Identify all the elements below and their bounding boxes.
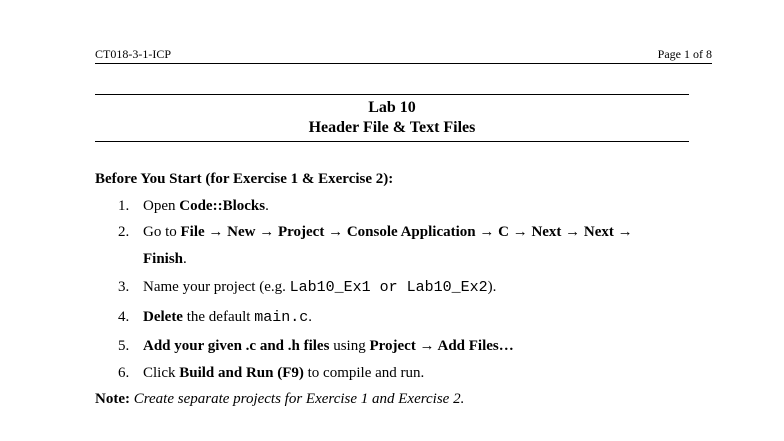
step-text-bold: Code::Blocks [179,198,266,214]
step-text-plain: to compile and run. [303,365,425,381]
step-text-plain: ). [487,279,497,295]
step-text-plain: the default [182,309,255,325]
step-text-code: main.c [254,309,309,326]
step-number: 5. [118,338,130,354]
step-text-plain: . [308,309,312,325]
step-text-plain: Click [143,365,180,381]
section-heading: Before You Start (for Exercise 1 & Exercise 2): [95,171,394,187]
course-code: CT018-3-1-ICP [95,47,171,61]
step-text-bold: Delete [143,309,183,325]
step-text [143,337,695,355]
step-text [143,308,695,327]
step-text-plain: . [265,198,269,214]
step-text-code: Lab10_Ex1 or Lab10_Ex2 [289,279,488,296]
step-text-plain: using [329,338,370,354]
step-text [143,278,695,297]
lab-number-title: Lab 10 [368,99,416,116]
step-text [143,223,695,241]
step-text-plain: . [183,251,187,267]
step-number: 3. [118,279,130,295]
step-number: 1. [118,198,130,214]
note-text: Create separate projects for Exercise 1 and Exercise 2. [129,391,465,407]
step-text-bold: Finish [143,251,184,267]
step-text-continuation [143,250,187,268]
step-2 [95,223,695,268]
step-text-bold: Add your given .c and .h files [143,338,330,354]
step-number: 6. [118,365,130,381]
note [95,390,464,408]
step-text [143,364,695,382]
step-text-bold: Build and Run (F9) [179,365,304,381]
page-number: Page 1 of 8 [657,47,712,61]
step-number: 2. [118,224,130,240]
step-number: 4. [118,309,130,325]
step-text-plain: Name your project (e.g. [143,279,290,295]
note-label: Note: [95,391,130,407]
step-text-bold: Project → Add Files… [369,338,514,354]
step-text [143,197,695,215]
step-text-bold: File → New → Project → Console Application → C → Next → Next → [180,224,633,240]
step-text-plain: Go to [143,224,181,240]
lab-title-block [95,94,689,142]
lab-subtitle: Header File & Text Files [308,119,476,136]
step-text-plain: Open [143,198,180,214]
page-header [95,46,712,64]
